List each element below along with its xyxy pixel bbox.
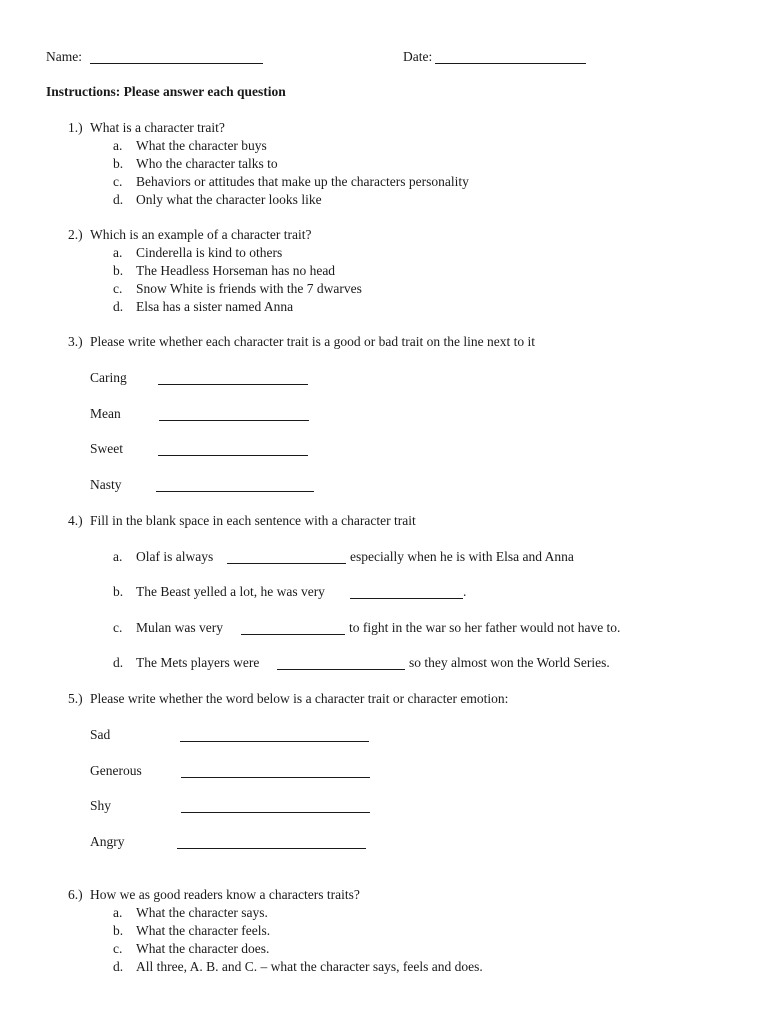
name-label: Name: [46, 49, 82, 64]
q3-item-caring: Caring [90, 370, 127, 385]
q1-option-d-letter: d. [113, 192, 124, 207]
q1-number: 1.) [68, 120, 83, 135]
q3-text: Please write whether each character trait is a good or bad trait on the line next to it [90, 334, 535, 349]
q6-option-b: What the character feels. [136, 923, 271, 938]
q6-option-d-letter: d. [113, 959, 124, 974]
q2-option-a-letter: a. [113, 245, 123, 260]
q5-item-angry: Angry [90, 834, 125, 849]
q6-option-b-letter: b. [113, 923, 124, 938]
q4-item-a-before: Olaf is always [136, 549, 214, 564]
q1-option-a: What the character buys [136, 138, 267, 153]
q2-option-c: Snow White is friends with the 7 dwarves [136, 281, 362, 296]
q6-number: 6.) [68, 887, 83, 902]
q4-item-a-blank[interactable] [227, 563, 346, 564]
q4-item-d-blank[interactable] [277, 669, 405, 670]
date-field-line[interactable] [435, 63, 586, 64]
q5-answer-line-sad[interactable] [180, 741, 369, 742]
q3-answer-line-mean[interactable] [159, 420, 309, 421]
q2-option-b-letter: b. [113, 263, 124, 278]
q4-item-d-letter: d. [113, 655, 124, 670]
q1-option-a-letter: a. [113, 138, 123, 153]
q5-item-shy: Shy [90, 798, 112, 813]
q5-answer-line-generous[interactable] [181, 777, 370, 778]
q1-option-d: Only what the character looks like [136, 192, 322, 207]
q4-item-c-blank[interactable] [241, 634, 345, 635]
q6-option-c-letter: c. [113, 941, 123, 956]
q2-option-c-letter: c. [113, 281, 123, 296]
q2-option-d: Elsa has a sister named Anna [136, 299, 294, 314]
q4-item-a-letter: a. [113, 549, 123, 564]
q4-item-c-after: to fight in the war so her father would not have to. [349, 620, 621, 635]
q5-answer-line-angry[interactable] [177, 848, 366, 849]
q2-option-d-letter: d. [113, 299, 124, 314]
q5-item-sad: Sad [90, 727, 111, 742]
q3-item-nasty: Nasty [90, 477, 122, 492]
q4-item-b-after: . [463, 584, 467, 599]
q4-item-d-before: The Mets players were [136, 655, 260, 670]
q4-item-c-before: Mulan was very [136, 620, 223, 635]
q4-item-b-before: The Beast yelled a lot, he was very [136, 584, 325, 599]
q4-item-d-after: so they almost won the World Series. [409, 655, 610, 670]
q3-answer-line-caring[interactable] [158, 384, 308, 385]
q3-answer-line-nasty[interactable] [156, 491, 314, 492]
q5-item-generous: Generous [90, 763, 142, 778]
q5-number: 5.) [68, 691, 83, 706]
q6-option-a: What the character says. [136, 905, 268, 920]
q3-answer-line-sweet[interactable] [158, 455, 308, 456]
q3-item-mean: Mean [90, 406, 121, 421]
q5-text: Please write whether the word below is a character trait or character emotion: [90, 691, 509, 706]
q6-option-d: All three, A. B. and C. – what the character says, feels and does. [136, 959, 483, 974]
q4-item-b-blank[interactable] [350, 598, 463, 599]
q1-option-b-letter: b. [113, 156, 124, 171]
q4-item-c-letter: c. [113, 620, 123, 635]
q6-text: How we as good readers know a characters traits? [90, 887, 360, 902]
q6-option-c: What the character does. [136, 941, 270, 956]
q4-number: 4.) [68, 513, 83, 528]
q3-number: 3.) [68, 334, 83, 349]
q4-item-a-after: especially when he is with Elsa and Anna [350, 549, 574, 564]
q4-item-b-letter: b. [113, 584, 124, 599]
q1-option-b: Who the character talks to [136, 156, 278, 171]
name-field-line[interactable] [90, 63, 263, 64]
q1-option-c-letter: c. [113, 174, 123, 189]
q2-number: 2.) [68, 227, 83, 242]
q5-answer-line-shy[interactable] [181, 812, 370, 813]
q2-text: Which is an example of a character trait? [90, 227, 312, 242]
date-label: Date: [403, 49, 433, 64]
q2-option-b: The Headless Horseman has no head [136, 263, 336, 278]
q1-option-c: Behaviors or attitudes that make up the characters personality [136, 174, 469, 189]
q4-text: Fill in the blank space in each sentence with a character trait [90, 513, 416, 528]
q3-item-sweet: Sweet [90, 441, 123, 456]
instructions-heading: Instructions: Please answer each question [46, 84, 286, 99]
q6-option-a-letter: a. [113, 905, 123, 920]
q1-text: What is a character trait? [90, 120, 225, 135]
q2-option-a: Cinderella is kind to others [136, 245, 283, 260]
